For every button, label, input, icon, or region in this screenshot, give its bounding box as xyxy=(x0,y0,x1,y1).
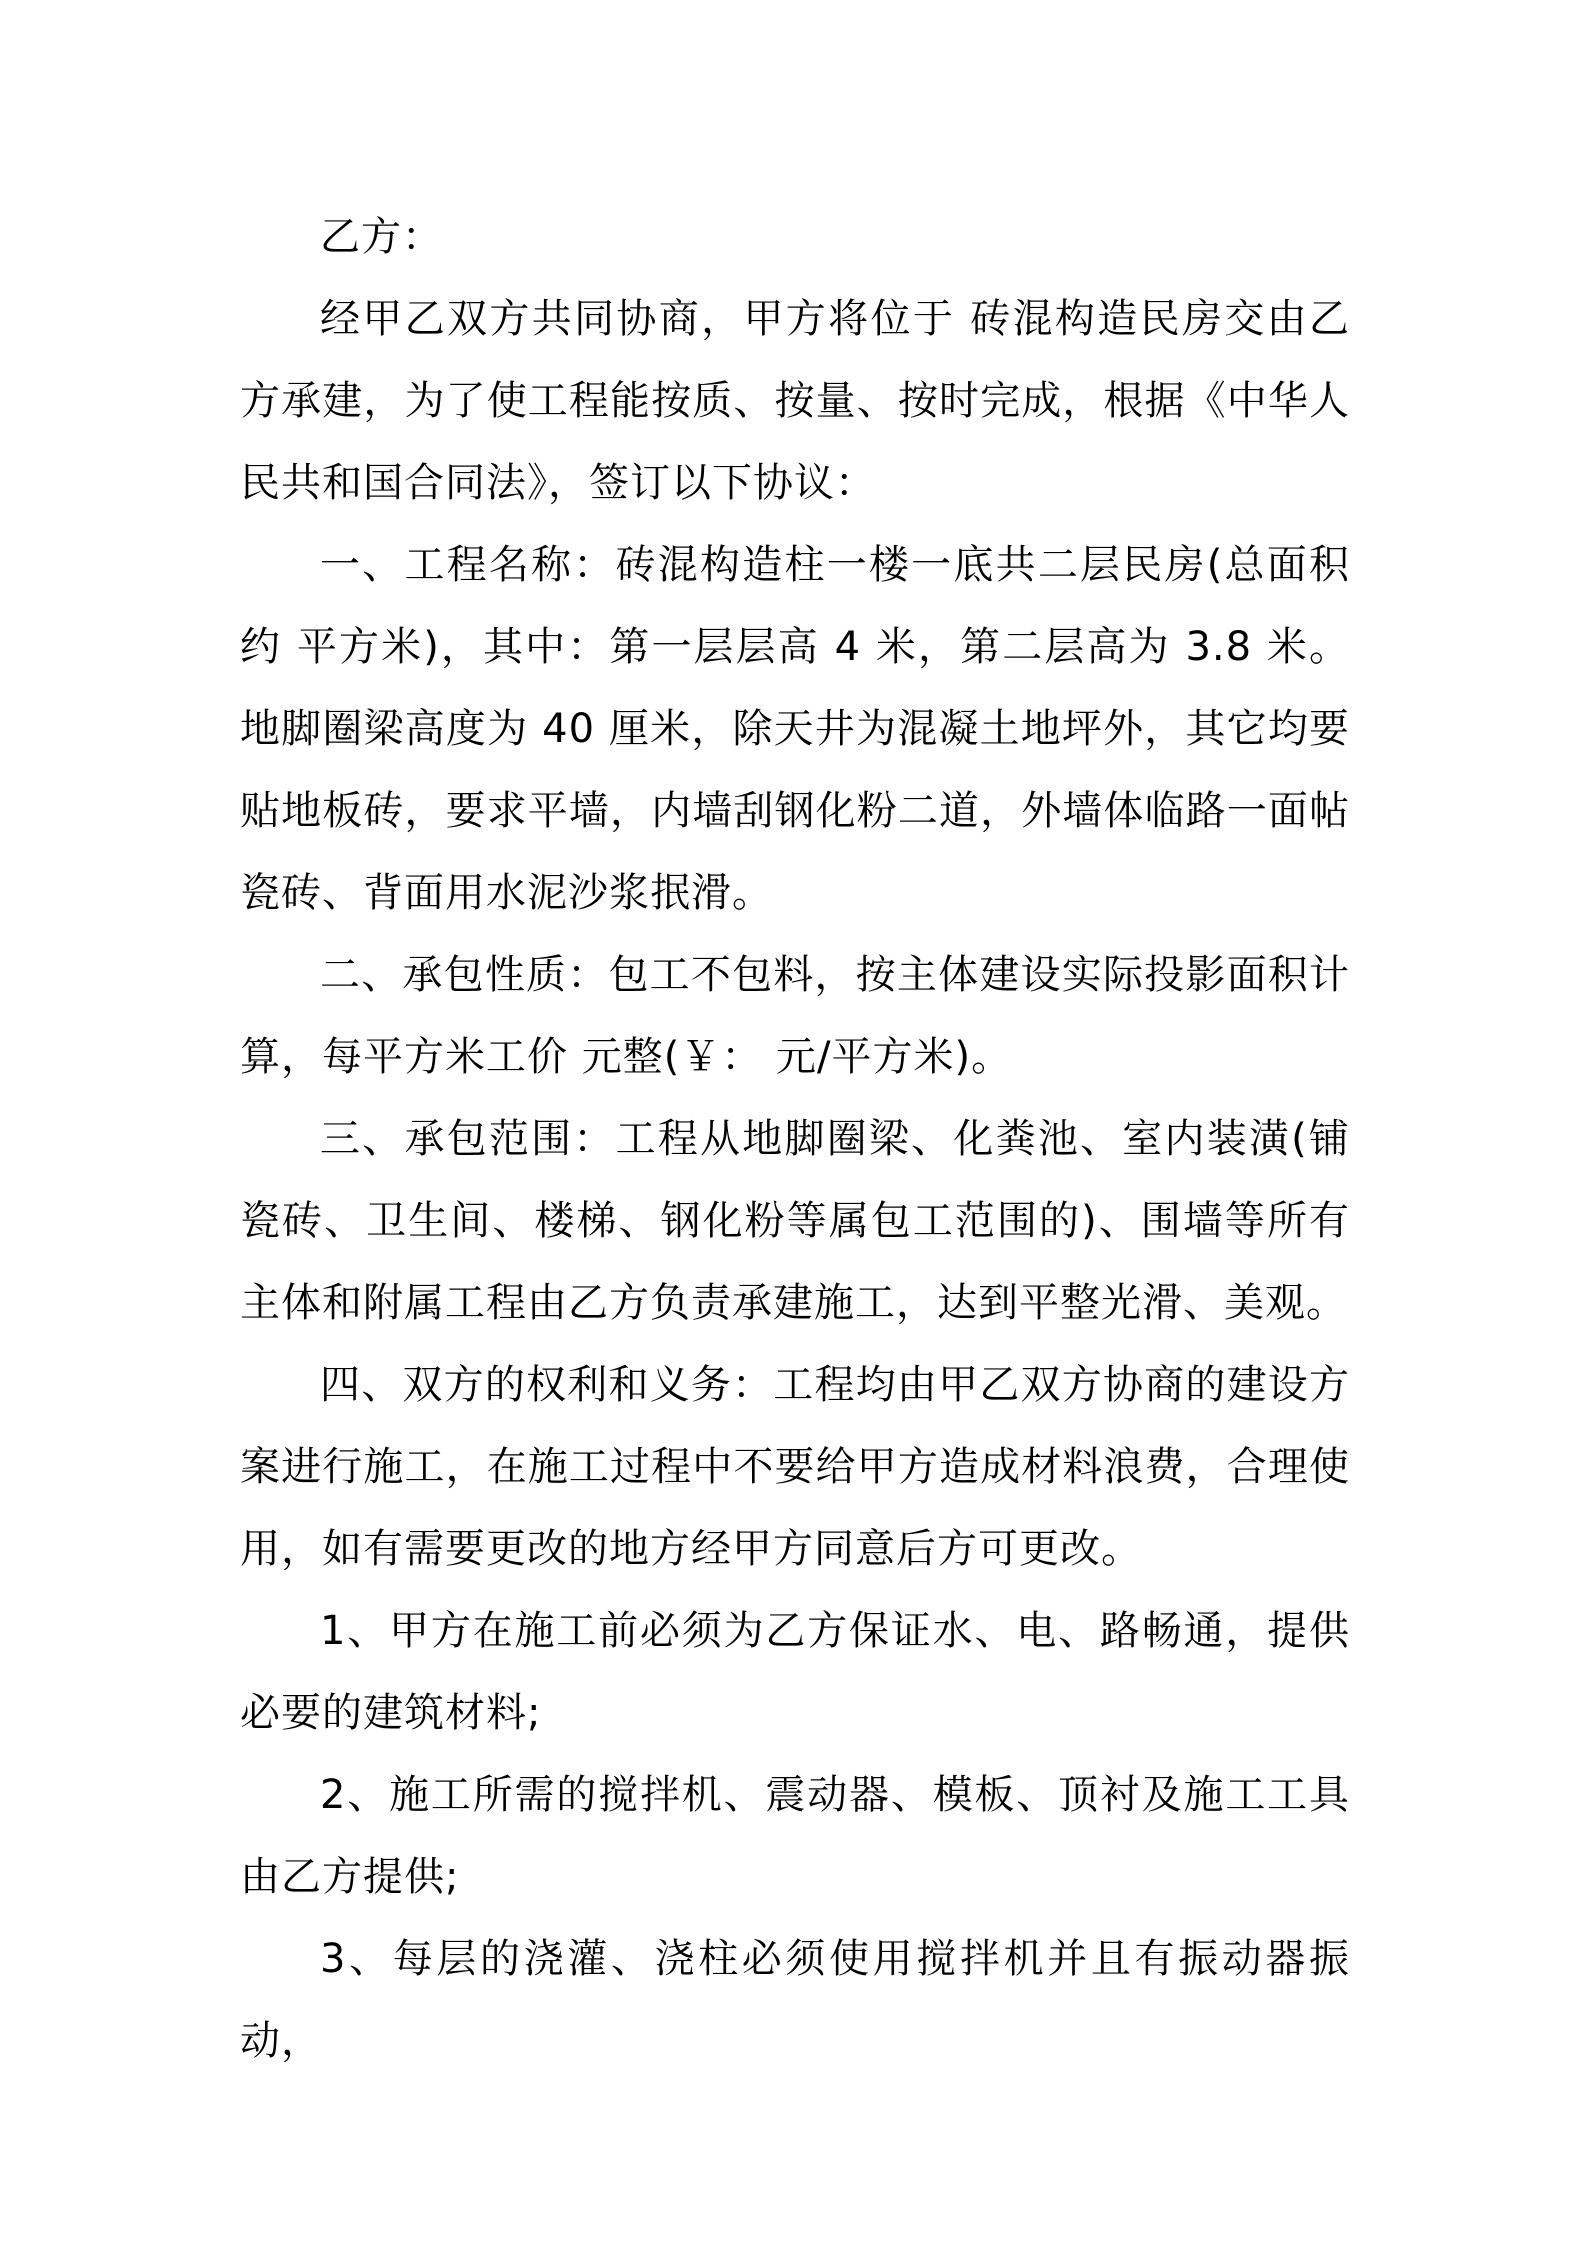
sub-clause-2: 2、施工所需的搅拌机、震动器、模板、顶衬及施工工具由乙方提供; xyxy=(240,1772,1350,1900)
clause-contract-nature: 二、承包性质：包工不包料，按主体建设实际投影面积计算，每平方米工价 元整(￥： 元/平方米)。 xyxy=(240,952,1350,1080)
party-b-label: 乙方： xyxy=(320,214,443,260)
sub-clause-1: 1、甲方在施工前必须为乙方保证水、电、路畅通，提供必要的建筑材料; xyxy=(240,1608,1350,1736)
clause-rights-obligations: 四、双方的权利和义务：工程均由甲乙双方协商的建设方案进行施工，在施工过程中不要给甲方造成材料浪费，合理使用，如有需要更改的地方经甲方同意后方可更改。 xyxy=(240,1362,1350,1572)
clause-project-name: 一、工程名称：砖混构造柱一楼一底共二层民房(总面积约 平方米)，其中：第一层层高 4 米，第二层高为 3.8 米。地脚圈梁高度为 40 厘米，除天井为混凝土地坪外，其它均要贴地板砖，要求平墙，内墙刮钢化粉二道，外墙体临路一面帖瓷砖、背面用水泥沙浆抿滑。 xyxy=(240,542,1350,916)
document-body xyxy=(240,196,1350,2082)
intro-paragraph: 经甲乙双方共同协商，甲方将位于 砖混构造民房交由乙方承建，为了使工程能按质、按量、按时完成，根据《中华人民共和国合同法》，签订以下协议： xyxy=(240,296,1350,506)
sub-clause-3: 3、每层的浇灌、浇柱必须使用搅拌机并且有振动器振动， xyxy=(240,1936,1350,2064)
clause-contract-scope: 三、承包范围：工程从地脚圈梁、化粪池、室内装潢(铺瓷砖、卫生间、楼梯、钢化粉等属包工范围的)、围墙等所有主体和附属工程由乙方负责承建施工，达到平整光滑、美观。 xyxy=(240,1116,1350,1326)
